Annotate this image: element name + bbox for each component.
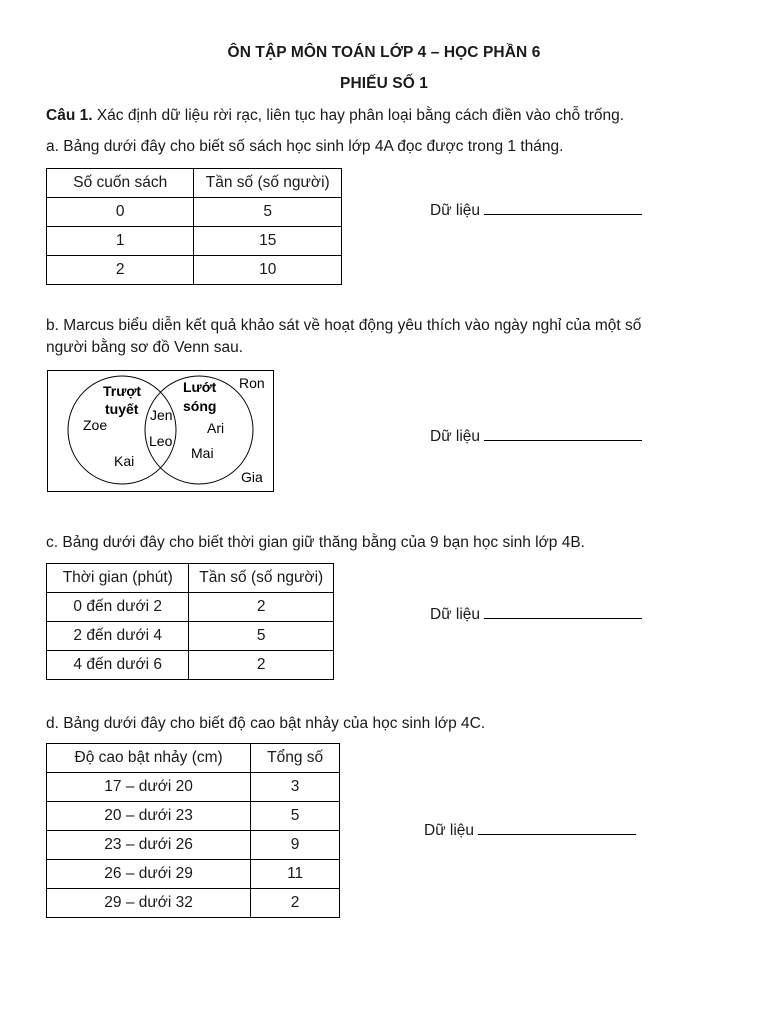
table-header-cell: Tần số (số người): [189, 564, 334, 593]
table-header-cell: Thời gian (phút): [47, 564, 189, 593]
table-cell: 9: [251, 831, 340, 860]
table-cell: 4 đến dưới 6: [47, 651, 189, 680]
table-cell: 29 – dưới 32: [47, 889, 251, 918]
table-cell: 2: [189, 593, 334, 622]
venn-item: Gia: [241, 469, 263, 485]
answer-blank[interactable]: [478, 822, 636, 835]
table-part-d: [46, 743, 340, 918]
table-part-a: [46, 168, 342, 285]
table-row: [47, 651, 334, 680]
answer-label: Dữ liệu: [430, 202, 481, 219]
table-row: [47, 593, 334, 622]
table-part-c: [46, 563, 334, 680]
venn-set-left-label: tuyết: [105, 401, 139, 417]
venn-item: Jen: [150, 407, 173, 423]
answer-label: Dữ liệu: [424, 822, 475, 839]
part-b-text-line1: b. Marcus biểu diễn kết quả khảo sát về hoạt động yêu thích vào ngày nghỉ của một số: [46, 317, 642, 334]
table-row: [47, 889, 340, 918]
venn-item: Ari: [207, 420, 225, 436]
part-c-text: c. Bảng dưới đây cho biết thời gian giữ thăng bằng của 9 bạn học sinh lớp 4B.: [46, 534, 585, 551]
table-cell: 5: [251, 802, 340, 831]
venn-diagram: [47, 370, 275, 493]
table-cell: 2 đến dưới 4: [47, 622, 189, 651]
table-header-row: [47, 744, 340, 773]
answer-label: Dữ liệu: [430, 606, 481, 623]
table-cell: 2: [189, 651, 334, 680]
table-cell: 17 – dưới 20: [47, 773, 251, 802]
page-title: ÔN TẬP MÔN TOÁN LỚP 4 – HỌC PHẦN 6: [227, 44, 541, 61]
question-text: Xác định dữ liệu rời rạc, liên tục hay phân loại bằng cách điền vào chỗ trống.: [92, 107, 625, 124]
table-header-row: [47, 564, 334, 593]
table-cell: 2: [47, 256, 194, 285]
answer-blank[interactable]: [484, 428, 642, 441]
venn-item: Mai: [191, 445, 214, 461]
venn-set-left-label: Trượt: [103, 383, 141, 399]
answer-field-d[interactable]: [424, 822, 636, 840]
table-cell: 2: [251, 889, 340, 918]
venn-item: Ron: [239, 375, 265, 391]
venn-set-right-label: sóng: [183, 398, 217, 414]
table-row: [47, 860, 340, 889]
table-header-cell: Tổng số: [251, 744, 340, 773]
table-row: [47, 831, 340, 860]
table-header-row: [47, 169, 342, 198]
table-cell: 0: [47, 198, 194, 227]
table-cell: 23 – dưới 26: [47, 831, 251, 860]
table-row: [47, 198, 342, 227]
table-row: [47, 256, 342, 285]
venn-item: Leo: [149, 433, 173, 449]
part-b-text-line2: người bằng sơ đồ Venn sau.: [46, 339, 244, 356]
table-row: [47, 227, 342, 256]
answer-blank[interactable]: [484, 202, 642, 215]
table-cell: 10: [194, 256, 342, 285]
venn-set-right-label: Lướt: [183, 379, 217, 395]
part-d-text: d. Bảng dưới đây cho biết độ cao bật nhảy của học sinh lớp 4C.: [46, 715, 486, 732]
table-cell: 0 đến dưới 2: [47, 593, 189, 622]
question-1: [46, 105, 624, 127]
table-header-cell: Tần số (số người): [194, 169, 342, 198]
table-cell: 5: [189, 622, 334, 651]
venn-item: Zoe: [83, 417, 108, 433]
answer-label: Dữ liệu: [430, 428, 481, 445]
table-cell: 15: [194, 227, 342, 256]
table-header-cell: Số cuốn sách: [47, 169, 194, 198]
venn-item: Kai: [114, 453, 135, 469]
answer-field-b[interactable]: [430, 428, 642, 446]
part-a-text: a. Bảng dưới đây cho biết số sách học sinh lớp 4A đọc được trong 1 tháng.: [46, 138, 564, 155]
table-row: [47, 802, 340, 831]
answer-blank[interactable]: [484, 606, 642, 619]
question-label: Câu 1.: [46, 107, 93, 124]
table-cell: 26 – dưới 29: [47, 860, 251, 889]
table-row: [47, 622, 334, 651]
answer-field-c[interactable]: [430, 606, 642, 624]
table-header-cell: Độ cao bật nhảy (cm): [47, 744, 251, 773]
table-row: [47, 773, 340, 802]
answer-field-a[interactable]: [430, 202, 642, 220]
table-cell: 11: [251, 860, 340, 889]
table-cell: 1: [47, 227, 194, 256]
page-subtitle: PHIẾU SỐ 1: [340, 75, 428, 92]
table-cell: 20 – dưới 23: [47, 802, 251, 831]
table-cell: 5: [194, 198, 342, 227]
table-cell: 3: [251, 773, 340, 802]
